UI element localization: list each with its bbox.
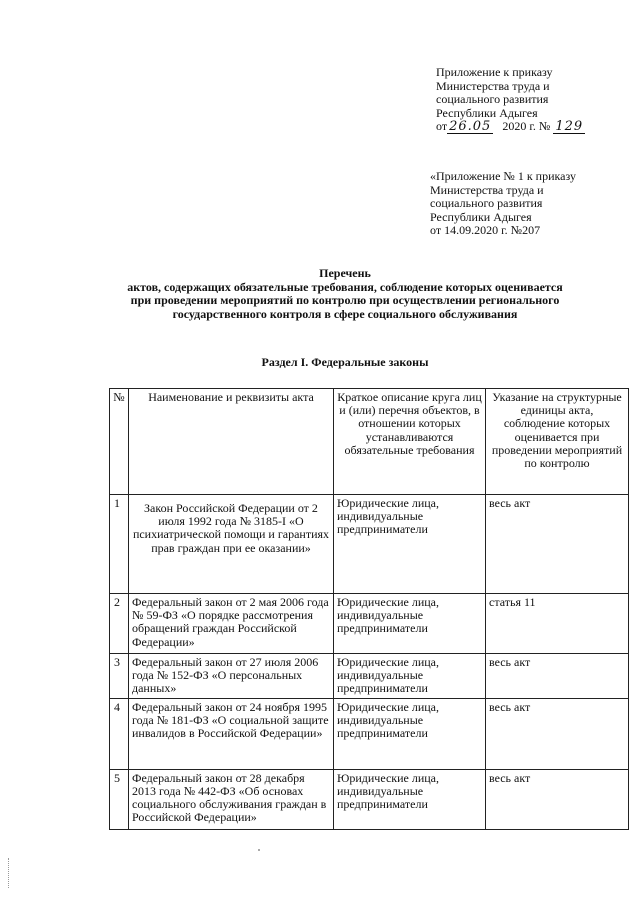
table-row (110, 495, 629, 594)
act-units: весь акт (486, 654, 629, 699)
appendix-date-line (436, 120, 585, 134)
appendix-line: социального развития (430, 196, 543, 210)
row-number: 5 (110, 769, 129, 829)
header-units: Указание на структурные единицы акта, соблюдение которых оценивается при проведении мероприятий по контролю (486, 389, 629, 495)
table-row (110, 698, 629, 769)
table-row (110, 594, 629, 654)
act-units: весь акт (486, 698, 629, 769)
row-number: 2 (110, 594, 129, 654)
appendix-line: Республики Адыгея (430, 209, 532, 224)
acts-table (109, 388, 629, 830)
act-subjects: Юридические лица, индивидуальные предприниматели (334, 769, 486, 829)
act-subjects: Юридические лица, индивидуальные предприниматели (334, 495, 486, 594)
act-name: Федеральный закон от 24 ноября 1995 года № 181-ФЗ «О социальной защите инвалидов в Российской Федерации» (129, 698, 334, 769)
appendix-line: Республики Адыгея (436, 105, 538, 120)
section-title: Раздел I. Федеральные законы (261, 355, 429, 369)
act-units: весь акт (486, 495, 629, 594)
date-prefix: от (436, 119, 448, 133)
appendix-line: социального развития (436, 92, 549, 106)
header-number: № (110, 389, 129, 495)
appendix-line: «Приложение № 1 к приказу (430, 169, 576, 183)
document-title (100, 267, 590, 321)
title-line: актов, содержащих обязательные требования, соблюдение которых оценивается (127, 279, 563, 294)
title-line: Перечень (319, 266, 371, 280)
appendix-line: Министерства труда и (436, 78, 550, 93)
header-act-name: Наименование и реквизиты акта (129, 389, 334, 495)
appendix-current-order (436, 66, 585, 134)
order-year: 2020 г. № (502, 119, 551, 133)
row-number: 4 (110, 698, 129, 769)
table-row (110, 654, 629, 699)
table-row (110, 769, 629, 829)
appendix-previous-order (430, 170, 576, 238)
handwritten-date: 26.05 (449, 119, 492, 134)
act-name: Федеральный закон от 2 мая 2006 года № 59-ФЗ «О порядке рассмотрения обращений граждан Российской Федерации» (129, 594, 334, 654)
act-subjects: Юридические лица, индивидуальные предприниматели (334, 698, 486, 769)
title-line: при проведении мероприятий по контролю при осуществлении регионального (130, 293, 560, 307)
table-header-row (110, 389, 629, 495)
act-name: Федеральный закон от 27 июля 2006 года № 152-ФЗ «О персональных данных» (129, 654, 334, 699)
act-subjects: Юридические лица, индивидуальные предприниматели (334, 594, 486, 654)
act-units: статья 11 (486, 594, 629, 654)
scan-speck (258, 849, 260, 851)
title-line: государственного контроля в сфере социального обслуживания (172, 306, 518, 321)
act-units: весь акт (486, 769, 629, 829)
act-name: Федеральный закон от 28 декабря 2013 года № 442-ФЗ «Об основах социального обслуживания граждан в Российской Федерации» (129, 769, 334, 829)
act-name: Закон Российской Федерации от 2 июля 1992 года № 3185-I «О психиатрической помощи и гарантиях прав граждан при ее оказании» (129, 495, 334, 594)
act-subjects: Юридические лица, индивидуальные предприниматели (334, 654, 486, 699)
appendix-line: Приложение к приказу (436, 65, 553, 79)
appendix-line: от 14.09.2020 г. №207 (430, 223, 541, 237)
appendix-line: Министерства труда и (430, 182, 544, 197)
header-subjects: Краткое описание круга лиц и (или) перечня объектов, в отношении которых устанавливаются обязательные требования (334, 389, 486, 495)
handwritten-order-number: 129 (555, 119, 584, 134)
row-number: 3 (110, 654, 129, 699)
scan-edge-marks (8, 858, 11, 888)
row-number: 1 (110, 495, 129, 594)
